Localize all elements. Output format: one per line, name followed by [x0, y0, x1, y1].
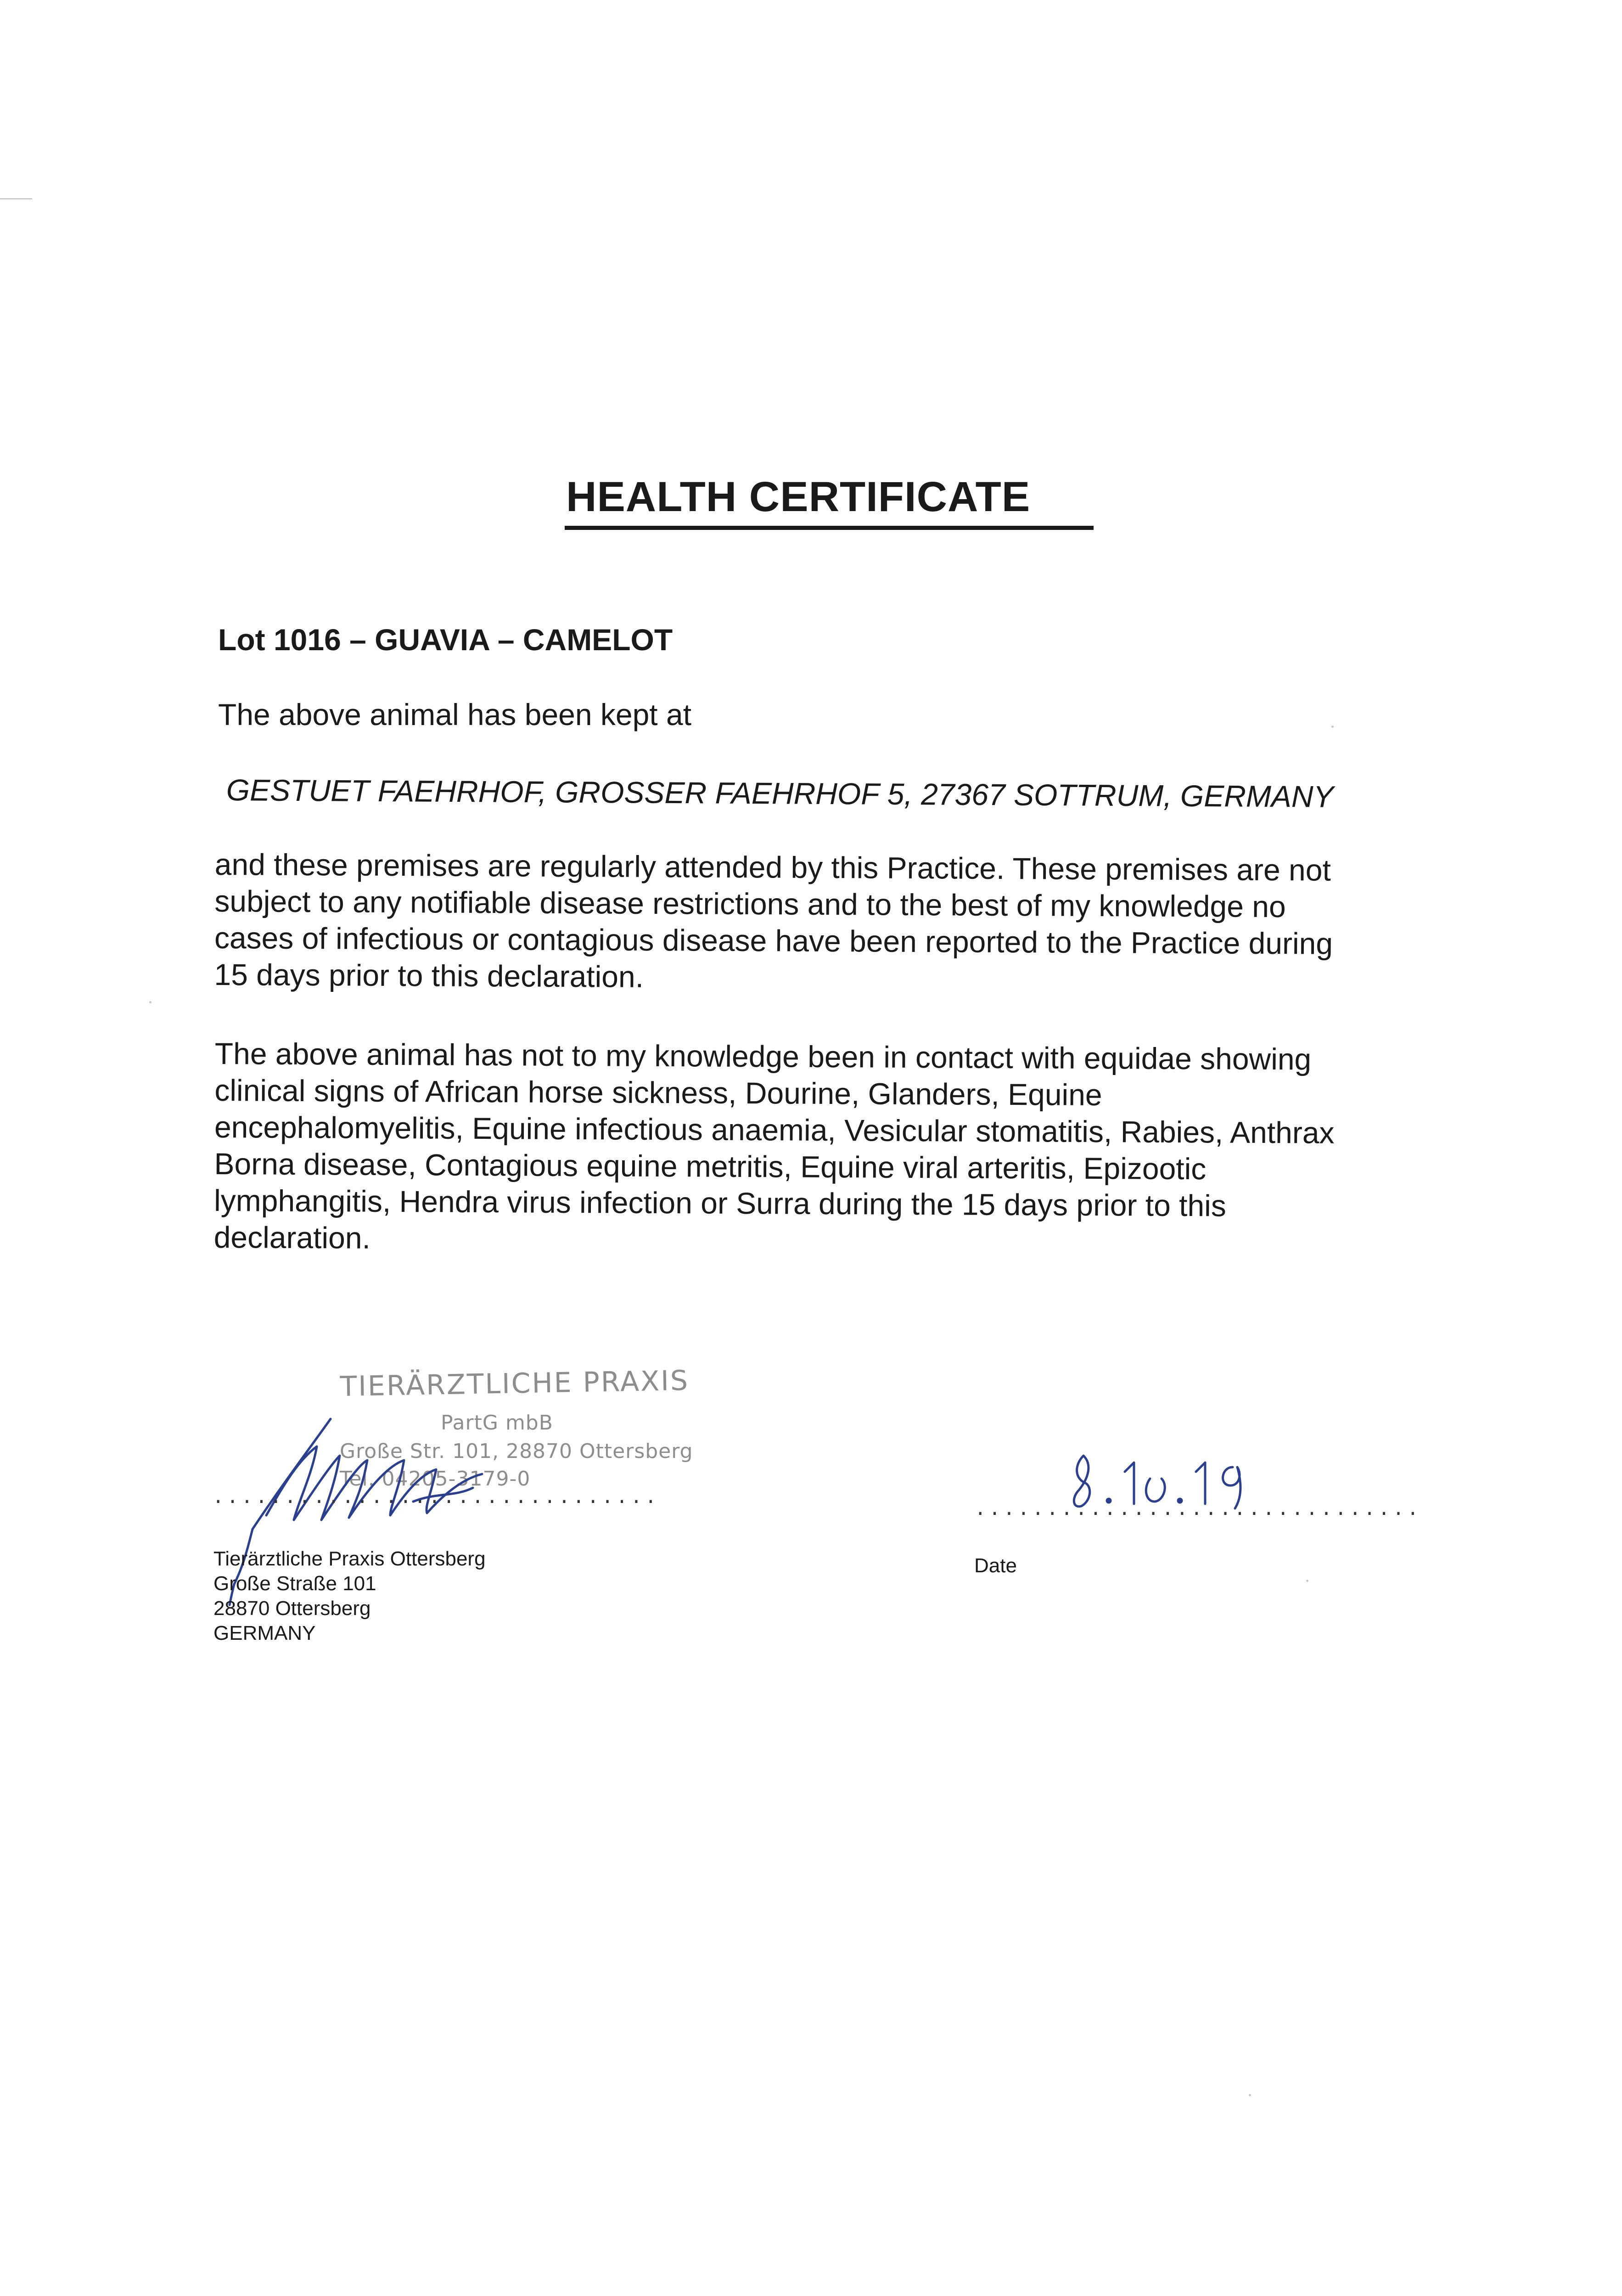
certificate-title: HEALTH CERTIFICATE	[566, 473, 1031, 520]
paragraph-line: clinical signs of African horse sickness, Dourine, Glanders, Equine	[214, 1073, 1102, 1112]
date-label: Date	[974, 1554, 1017, 1577]
stamp-practice-name: TIERÄRZTLICHE PRAXIS	[340, 1364, 690, 1403]
practice-country: GERMANY	[213, 1622, 316, 1644]
paragraph-line: The above animal has not to my knowledge been in contact with equidae showing	[214, 1036, 1312, 1076]
title-underline	[565, 526, 1094, 530]
scan-speck	[1331, 726, 1334, 728]
premises-address: GESTUET FAEHRHOF, GROSSER FAEHRHOF 5, 27367 SOTTRUM, GERMANY	[226, 773, 1334, 814]
premises-paragraph	[214, 846, 1454, 999]
scan-speck	[149, 1001, 152, 1003]
paragraph-line: subject to any notifiable disease restrictions and to the best of my knowledge no	[214, 884, 1286, 924]
stamp-legal-form: PartG mbB	[441, 1411, 553, 1435]
scan-speck	[1306, 1580, 1308, 1582]
practice-street: Große Straße 101	[213, 1572, 376, 1595]
paragraph-line: lymphangitis, Hendra virus infection or Surra during the 15 days prior to this	[213, 1183, 1227, 1223]
practice-postcode-city: 28870 Ottersberg	[213, 1597, 371, 1620]
intro-text: The above animal has been kept at	[218, 698, 692, 732]
practice-name: Tierärztliche Praxis Ottersberg	[213, 1548, 486, 1570]
stamp-street: Große Str. 101, 28870 Ottersberg	[340, 1440, 693, 1463]
paragraph-line: encephalomyelitis, Equine infectious anaemia, Vesicular stomatitis, Rabies, Anthrax	[214, 1109, 1335, 1150]
paragraph-line: and these premises are regularly attended by this Practice. These premises are not	[214, 847, 1331, 887]
scan-speck	[1249, 2094, 1251, 2096]
stamp-phone: Tel. 04205-3179-0	[340, 1467, 531, 1491]
disease-declaration-paragraph	[213, 1035, 1454, 1262]
paragraph-line: cases of infectious or contagious disease have been reported to the Practice during	[214, 920, 1333, 961]
date-dotted-line: ...............................	[974, 1498, 1421, 1521]
paragraph-line: 15 days prior to this declaration.	[214, 957, 644, 994]
practice-address-block	[213, 1547, 486, 1646]
signature-dotted-line: ...............................	[212, 1486, 659, 1509]
lot-line: Lot 1016 – GUAVIA – CAMELOT	[218, 623, 673, 657]
paragraph-line: Borna disease, Contagious equine metritis, Equine viral arteritis, Epizootic	[214, 1146, 1207, 1186]
paragraph-line: declaration.	[213, 1220, 371, 1255]
page-edge-mark	[0, 198, 32, 199]
